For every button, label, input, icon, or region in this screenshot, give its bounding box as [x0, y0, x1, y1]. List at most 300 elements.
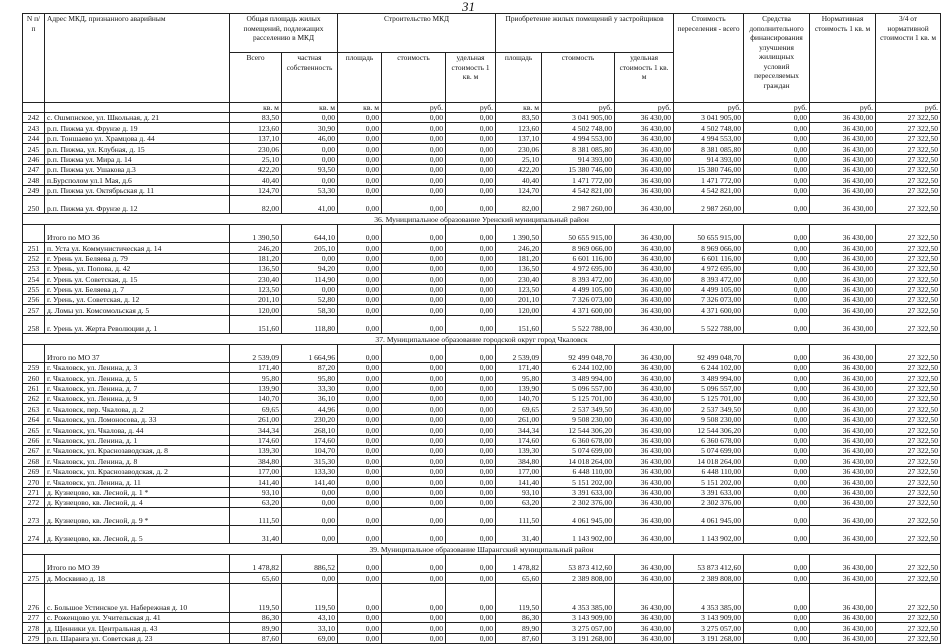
- row-value: 94,20: [282, 263, 338, 273]
- row-value: 82,00: [496, 196, 542, 214]
- row-value: 140,70: [496, 394, 542, 404]
- row-value: 0,00: [338, 315, 382, 333]
- row-address: г. Чкаловск, пер. Чкалова, д. 2: [45, 404, 230, 414]
- row-value: 0,00: [338, 225, 382, 243]
- row-address: д. Кузнецово, кв. Лесной, д. 5: [45, 526, 230, 544]
- row-value: 0,00: [446, 477, 496, 487]
- row-value: 4 542 821,00: [674, 185, 744, 195]
- row-value: 4 502 748,00: [542, 123, 615, 133]
- row-value: 0,00: [446, 123, 496, 133]
- col-add-funds: Средства дополнительного финансирования улучшения жилищных условий переселяемых граждан: [744, 14, 810, 103]
- section-heading: 39. Муниципальное образование Шарангский муниципальный район: [23, 544, 941, 555]
- section-heading: 36. Муниципальное образование Уренский муниципальный район: [23, 214, 941, 225]
- row-address: г. Чкаловск, ул. Ленина, д. 3: [45, 362, 230, 372]
- row-value: 344,34: [230, 425, 282, 435]
- row-value: 3 143 909,00: [542, 612, 615, 622]
- row-value: 0,00: [282, 497, 338, 507]
- table-row: [23, 243, 941, 253]
- row-value: 27 322,50: [876, 445, 941, 455]
- row-value: 36 430,00: [615, 263, 674, 273]
- row-value: 0,00: [446, 456, 496, 466]
- row-value: 2 389 808,00: [542, 573, 615, 583]
- row-value: 181,20: [230, 253, 282, 263]
- row-value: 36 430,00: [810, 477, 876, 487]
- unit-cell: руб.: [674, 103, 744, 113]
- row-value: 12 544 306,20: [542, 425, 615, 435]
- row-value: 92 499 048,70: [674, 344, 744, 362]
- row-value: 0,00: [446, 404, 496, 414]
- table-row: [23, 175, 941, 185]
- table-header: [23, 14, 941, 113]
- row-value: 0,00: [382, 526, 446, 544]
- row-value: 111,50: [230, 508, 282, 526]
- row-value: 0,00: [338, 175, 382, 185]
- row-value: 36 430,00: [615, 633, 674, 643]
- row-value: 4 499 105,00: [674, 284, 744, 294]
- row-value: 0,00: [282, 487, 338, 497]
- row-value: 27 322,50: [876, 284, 941, 294]
- row-value: 384,80: [230, 456, 282, 466]
- row-value: 0,00: [744, 435, 810, 445]
- sub-purchase-unit-cost: удельная стоимость 1 кв. м: [615, 53, 674, 103]
- row-value: 0,00: [282, 508, 338, 526]
- table-row: [23, 623, 941, 633]
- row-number: 270: [23, 477, 45, 487]
- row-value: 0,00: [338, 404, 382, 414]
- row-number: [23, 555, 45, 573]
- row-value: 1 478,82: [496, 555, 542, 573]
- row-value: 5 522 788,00: [674, 315, 744, 333]
- row-value: 0,00: [338, 274, 382, 284]
- row-value: 0,00: [338, 123, 382, 133]
- row-value: 36 430,00: [615, 383, 674, 393]
- row-value: 3 275 057,00: [674, 623, 744, 633]
- row-value: 27 322,50: [876, 196, 941, 214]
- row-value: 7 326 073,00: [542, 295, 615, 305]
- row-value: 0,00: [446, 435, 496, 445]
- row-value: 2 537 349,50: [674, 404, 744, 414]
- row-address: г. Урень, ул. Попова, д. 42: [45, 263, 230, 273]
- row-value: 0,00: [382, 555, 446, 573]
- row-value: 36 430,00: [615, 373, 674, 383]
- sub-purchase-cost: стоимость: [542, 53, 615, 103]
- row-value: 0,00: [338, 466, 382, 476]
- row-value: 12 544 306,20: [674, 425, 744, 435]
- row-value: 0,00: [382, 612, 446, 622]
- row-value: 36 430,00: [615, 144, 674, 154]
- row-value: 0,00: [338, 133, 382, 143]
- table-row: [23, 113, 941, 123]
- row-value: 0,00: [382, 508, 446, 526]
- row-value: 0,00: [446, 344, 496, 362]
- row-value: 174,60: [230, 435, 282, 445]
- row-value: 36 430,00: [810, 144, 876, 154]
- row-value: 0,00: [744, 263, 810, 273]
- table-row: [23, 456, 941, 466]
- row-value: 0,00: [338, 497, 382, 507]
- row-number: 275: [23, 573, 45, 583]
- row-number: 252: [23, 253, 45, 263]
- row-value: 0,00: [338, 633, 382, 643]
- row-value: 181,20: [496, 253, 542, 263]
- row-value: 27 322,50: [876, 133, 941, 143]
- row-value: 36 430,00: [810, 425, 876, 435]
- row-value: 5 096 557,00: [674, 383, 744, 393]
- row-value: 0,00: [446, 164, 496, 174]
- section-heading: 37. Муниципальное образование городской округ город Чкаловск: [23, 333, 941, 344]
- table-row: [23, 394, 941, 404]
- row-value: 0,00: [338, 583, 382, 612]
- row-number: 264: [23, 414, 45, 424]
- row-value: 0,00: [744, 477, 810, 487]
- row-value: 36 430,00: [615, 414, 674, 424]
- row-value: 246,20: [496, 243, 542, 253]
- row-value: 3 391 633,00: [674, 487, 744, 497]
- row-value: 1 478,82: [230, 555, 282, 573]
- row-value: 27 322,50: [876, 573, 941, 583]
- row-address: д. Москвино д. 18: [45, 573, 230, 583]
- row-value: 0,00: [446, 196, 496, 214]
- row-value: 0,00: [744, 154, 810, 164]
- row-value: 87,20: [282, 362, 338, 372]
- row-value: 14 018 264,00: [674, 456, 744, 466]
- table-row: [23, 196, 941, 214]
- row-number: 271: [23, 487, 45, 497]
- row-value: 36 430,00: [810, 466, 876, 476]
- row-value: 36 430,00: [615, 526, 674, 544]
- row-value: 0,00: [338, 508, 382, 526]
- row-value: 36 430,00: [615, 154, 674, 164]
- row-number: 242: [23, 113, 45, 123]
- row-value: 120,00: [230, 305, 282, 315]
- row-value: 123,60: [496, 123, 542, 133]
- row-number: 250: [23, 196, 45, 214]
- row-value: 0,00: [446, 466, 496, 476]
- row-value: 422,20: [496, 164, 542, 174]
- row-value: 0,00: [382, 225, 446, 243]
- row-value: 30,90: [282, 123, 338, 133]
- row-value: 36 430,00: [810, 456, 876, 466]
- row-value: 118,80: [282, 315, 338, 333]
- row-value: 0,00: [338, 414, 382, 424]
- unit-cell: кв. м: [496, 103, 542, 113]
- row-value: 53 873 412,60: [542, 555, 615, 573]
- row-value: 36 430,00: [615, 497, 674, 507]
- row-value: 36 430,00: [615, 284, 674, 294]
- row-value: 0,00: [338, 243, 382, 253]
- row-value: 119,50: [230, 583, 282, 612]
- unit-cell: руб.: [615, 103, 674, 113]
- row-value: 0,00: [338, 305, 382, 315]
- row-address: с. Роженцово ул. Учительская д. 41: [45, 612, 230, 622]
- row-value: 5 522 788,00: [542, 315, 615, 333]
- row-value: 7 326 073,00: [674, 295, 744, 305]
- row-number: 249: [23, 185, 45, 195]
- row-value: 3 489 994,00: [674, 373, 744, 383]
- row-value: 3 391 633,00: [542, 487, 615, 497]
- row-number: [23, 344, 45, 362]
- total-row: [23, 344, 941, 362]
- row-number: 261: [23, 383, 45, 393]
- row-value: 87,60: [230, 633, 282, 643]
- table-row: [23, 154, 941, 164]
- row-address: г. Чкаловск, ул. Ленина, д. 7: [45, 383, 230, 393]
- row-value: 0,00: [446, 274, 496, 284]
- row-value: 0,00: [446, 175, 496, 185]
- row-value: 0,00: [446, 555, 496, 573]
- row-value: 133,30: [282, 466, 338, 476]
- row-value: 2 987 260,00: [674, 196, 744, 214]
- row-value: 0,00: [338, 373, 382, 383]
- row-value: 36 430,00: [810, 253, 876, 263]
- row-value: 27 322,50: [876, 508, 941, 526]
- row-value: 0,00: [382, 154, 446, 164]
- row-value: 36 430,00: [810, 154, 876, 164]
- row-number: [23, 225, 45, 243]
- table-row: [23, 144, 941, 154]
- row-value: 27 322,50: [876, 435, 941, 445]
- row-value: 0,00: [382, 633, 446, 643]
- table-row: [23, 133, 941, 143]
- row-value: 0,00: [338, 164, 382, 174]
- row-value: 27 322,50: [876, 123, 941, 133]
- row-value: 0,00: [338, 185, 382, 195]
- row-value: 86,30: [230, 612, 282, 622]
- row-value: 36 430,00: [615, 274, 674, 284]
- row-value: 15 380 746,00: [542, 164, 615, 174]
- row-value: 36 430,00: [615, 295, 674, 305]
- row-value: 36 430,00: [615, 445, 674, 455]
- row-value: 36 430,00: [810, 175, 876, 185]
- row-address: с. Ошмпнское, ул. Школьная, д. 21: [45, 113, 230, 123]
- col-purchase-group: Приобретение жилых помещений у застройщиков: [496, 14, 674, 53]
- row-value: 0,00: [744, 362, 810, 372]
- row-value: 27 322,50: [876, 583, 941, 612]
- row-number: 274: [23, 526, 45, 544]
- row-value: 0,00: [744, 175, 810, 185]
- row-value: 0,00: [446, 373, 496, 383]
- row-value: 0,00: [382, 362, 446, 372]
- row-value: 5 151 202,00: [674, 477, 744, 487]
- row-value: 0,00: [446, 185, 496, 195]
- row-value: 0,00: [382, 123, 446, 133]
- row-value: 8 381 085,80: [674, 144, 744, 154]
- row-value: 93,10: [496, 487, 542, 497]
- row-value: 230,06: [230, 144, 282, 154]
- row-value: 15 380 746,00: [674, 164, 744, 174]
- row-value: 174,60: [496, 435, 542, 445]
- row-value: 0,00: [338, 612, 382, 622]
- row-value: 315,30: [282, 456, 338, 466]
- row-value: 0,00: [382, 445, 446, 455]
- table-row: [23, 497, 941, 507]
- row-value: 36 430,00: [615, 315, 674, 333]
- row-value: 0,00: [338, 284, 382, 294]
- row-number: 265: [23, 425, 45, 435]
- row-value: 0,00: [446, 633, 496, 643]
- row-value: 27 322,50: [876, 383, 941, 393]
- row-address: г. Чкаловск, ул. Краснозаводская, д. 8: [45, 445, 230, 455]
- row-value: 268,10: [282, 425, 338, 435]
- row-value: 36 430,00: [615, 404, 674, 414]
- row-value: 0,00: [382, 305, 446, 315]
- row-value: 8 969 066,00: [674, 243, 744, 253]
- row-value: 0,00: [382, 274, 446, 284]
- row-value: 0,00: [446, 526, 496, 544]
- row-value: 123,60: [230, 123, 282, 133]
- unit-cell: руб.: [876, 103, 941, 113]
- row-value: 5 074 699,00: [674, 445, 744, 455]
- table-row: [23, 404, 941, 414]
- row-value: 69,65: [230, 404, 282, 414]
- row-value: 0,00: [338, 456, 382, 466]
- row-value: 0,00: [282, 175, 338, 185]
- row-value: 3 041 905,00: [674, 113, 744, 123]
- row-value: 0,00: [744, 487, 810, 497]
- row-value: 69,65: [496, 404, 542, 414]
- row-value: 36 430,00: [810, 284, 876, 294]
- row-value: 6 448 110,00: [542, 466, 615, 476]
- table-row: [23, 466, 941, 476]
- row-value: 4 972 695,00: [542, 263, 615, 273]
- row-value: 0,00: [744, 383, 810, 393]
- sub-total: Всего: [230, 53, 282, 103]
- row-value: 65,60: [496, 573, 542, 583]
- row-value: 36 430,00: [615, 362, 674, 372]
- row-value: 261,00: [230, 414, 282, 424]
- row-value: 92 499 048,70: [542, 344, 615, 362]
- units-row: [23, 103, 941, 113]
- row-value: 27 322,50: [876, 344, 941, 362]
- col-area-group: Общая площадь жилых помещений, подлежащих расселению в МКД: [230, 14, 338, 53]
- row-value: 83,50: [496, 113, 542, 123]
- row-value: 36 430,00: [615, 477, 674, 487]
- row-value: 0,00: [338, 445, 382, 455]
- row-value: 0,00: [382, 253, 446, 263]
- row-value: 3 275 057,00: [542, 623, 615, 633]
- row-value: 201,10: [230, 295, 282, 305]
- table-row: [23, 633, 941, 643]
- row-value: 4 353 385,00: [542, 583, 615, 612]
- row-value: 914 393,00: [674, 154, 744, 164]
- row-value: 58,30: [282, 305, 338, 315]
- row-value: 36,10: [282, 394, 338, 404]
- row-value: 139,90: [496, 383, 542, 393]
- row-value: 230,40: [496, 274, 542, 284]
- row-value: 27 322,50: [876, 243, 941, 253]
- row-value: 6 448 110,00: [674, 466, 744, 476]
- row-number: 262: [23, 394, 45, 404]
- row-value: 0,00: [744, 456, 810, 466]
- row-value: 151,60: [496, 315, 542, 333]
- row-address: д. Ломы ул. Комсомольская д. 5: [45, 305, 230, 315]
- row-address: г. Чкаловск, ул. Ленина, д. 1: [45, 435, 230, 445]
- unit-cell: [23, 103, 45, 113]
- row-value: 0,00: [446, 623, 496, 633]
- row-value: 139,30: [230, 445, 282, 455]
- row-value: 82,00: [230, 196, 282, 214]
- row-value: 33,10: [282, 623, 338, 633]
- row-value: 4 371 600,00: [542, 305, 615, 315]
- row-value: 0,00: [382, 133, 446, 143]
- row-value: 27 322,50: [876, 154, 941, 164]
- row-value: 0,00: [446, 612, 496, 622]
- row-value: 0,00: [744, 555, 810, 573]
- row-value: 0,00: [338, 196, 382, 214]
- row-address: г. Чкаловск, ул. Ленина, д. 5: [45, 373, 230, 383]
- row-value: 136,50: [496, 263, 542, 273]
- row-value: 0,00: [744, 394, 810, 404]
- row-value: 0,00: [382, 185, 446, 195]
- row-value: 40,40: [496, 175, 542, 185]
- row-number: 267: [23, 445, 45, 455]
- unit-cell: кв. м: [282, 103, 338, 113]
- row-value: 0,00: [446, 144, 496, 154]
- row-value: 36 430,00: [810, 315, 876, 333]
- row-address: с. Большое Устинское ул. Набережная д. 10: [45, 583, 230, 612]
- row-value: 27 322,50: [876, 225, 941, 243]
- row-value: 230,40: [230, 274, 282, 284]
- table-row: [23, 526, 941, 544]
- row-value: 3 489 994,00: [542, 373, 615, 383]
- row-value: 36 430,00: [810, 344, 876, 362]
- row-value: 36 430,00: [810, 274, 876, 284]
- row-address: р.п. Пижма ул. Фрунзе д. 19: [45, 123, 230, 133]
- row-value: 0,00: [338, 362, 382, 372]
- section-heading-row: [23, 214, 941, 225]
- row-value: 0,00: [338, 154, 382, 164]
- row-value: 0,00: [446, 497, 496, 507]
- row-value: 36 430,00: [615, 164, 674, 174]
- col-cost: Стоимость переселения - всего: [674, 14, 744, 103]
- table-row: [23, 445, 941, 455]
- row-value: 0,00: [382, 487, 446, 497]
- row-value: 0,00: [446, 383, 496, 393]
- row-value: 27 322,50: [876, 144, 941, 154]
- row-value: 0,00: [744, 274, 810, 284]
- row-value: 0,00: [446, 445, 496, 455]
- row-value: 36 430,00: [810, 623, 876, 633]
- table-row: [23, 425, 941, 435]
- row-value: 0,00: [446, 284, 496, 294]
- row-value: 137,10: [230, 133, 282, 143]
- row-value: 36 430,00: [810, 123, 876, 133]
- row-address: р.п. Шаранга ул. Советская д. 23: [45, 633, 230, 643]
- row-value: 0,00: [446, 154, 496, 164]
- row-value: 2 302 376,00: [674, 497, 744, 507]
- row-value: 50 655 915,00: [542, 225, 615, 243]
- row-value: 36 430,00: [810, 414, 876, 424]
- row-value: 0,00: [382, 394, 446, 404]
- row-value: 177,00: [496, 466, 542, 476]
- row-value: 36 430,00: [810, 435, 876, 445]
- row-address: р.п. Пижма, ул. Клубная, д. 15: [45, 144, 230, 154]
- row-value: 0,00: [744, 497, 810, 507]
- row-value: 0,00: [744, 196, 810, 214]
- table-row: [23, 274, 941, 284]
- row-value: 0,00: [338, 344, 382, 362]
- row-value: 36 430,00: [615, 113, 674, 123]
- row-value: 0,00: [744, 253, 810, 263]
- row-value: 124,70: [496, 185, 542, 195]
- row-value: 0,00: [282, 144, 338, 154]
- row-value: 27 322,50: [876, 394, 941, 404]
- row-value: 0,00: [744, 445, 810, 455]
- table-row: [23, 123, 941, 133]
- row-value: 27 322,50: [876, 414, 941, 424]
- row-value: 0,00: [382, 315, 446, 333]
- row-address: г. Урень ул. Жерта Революции д. 1: [45, 315, 230, 333]
